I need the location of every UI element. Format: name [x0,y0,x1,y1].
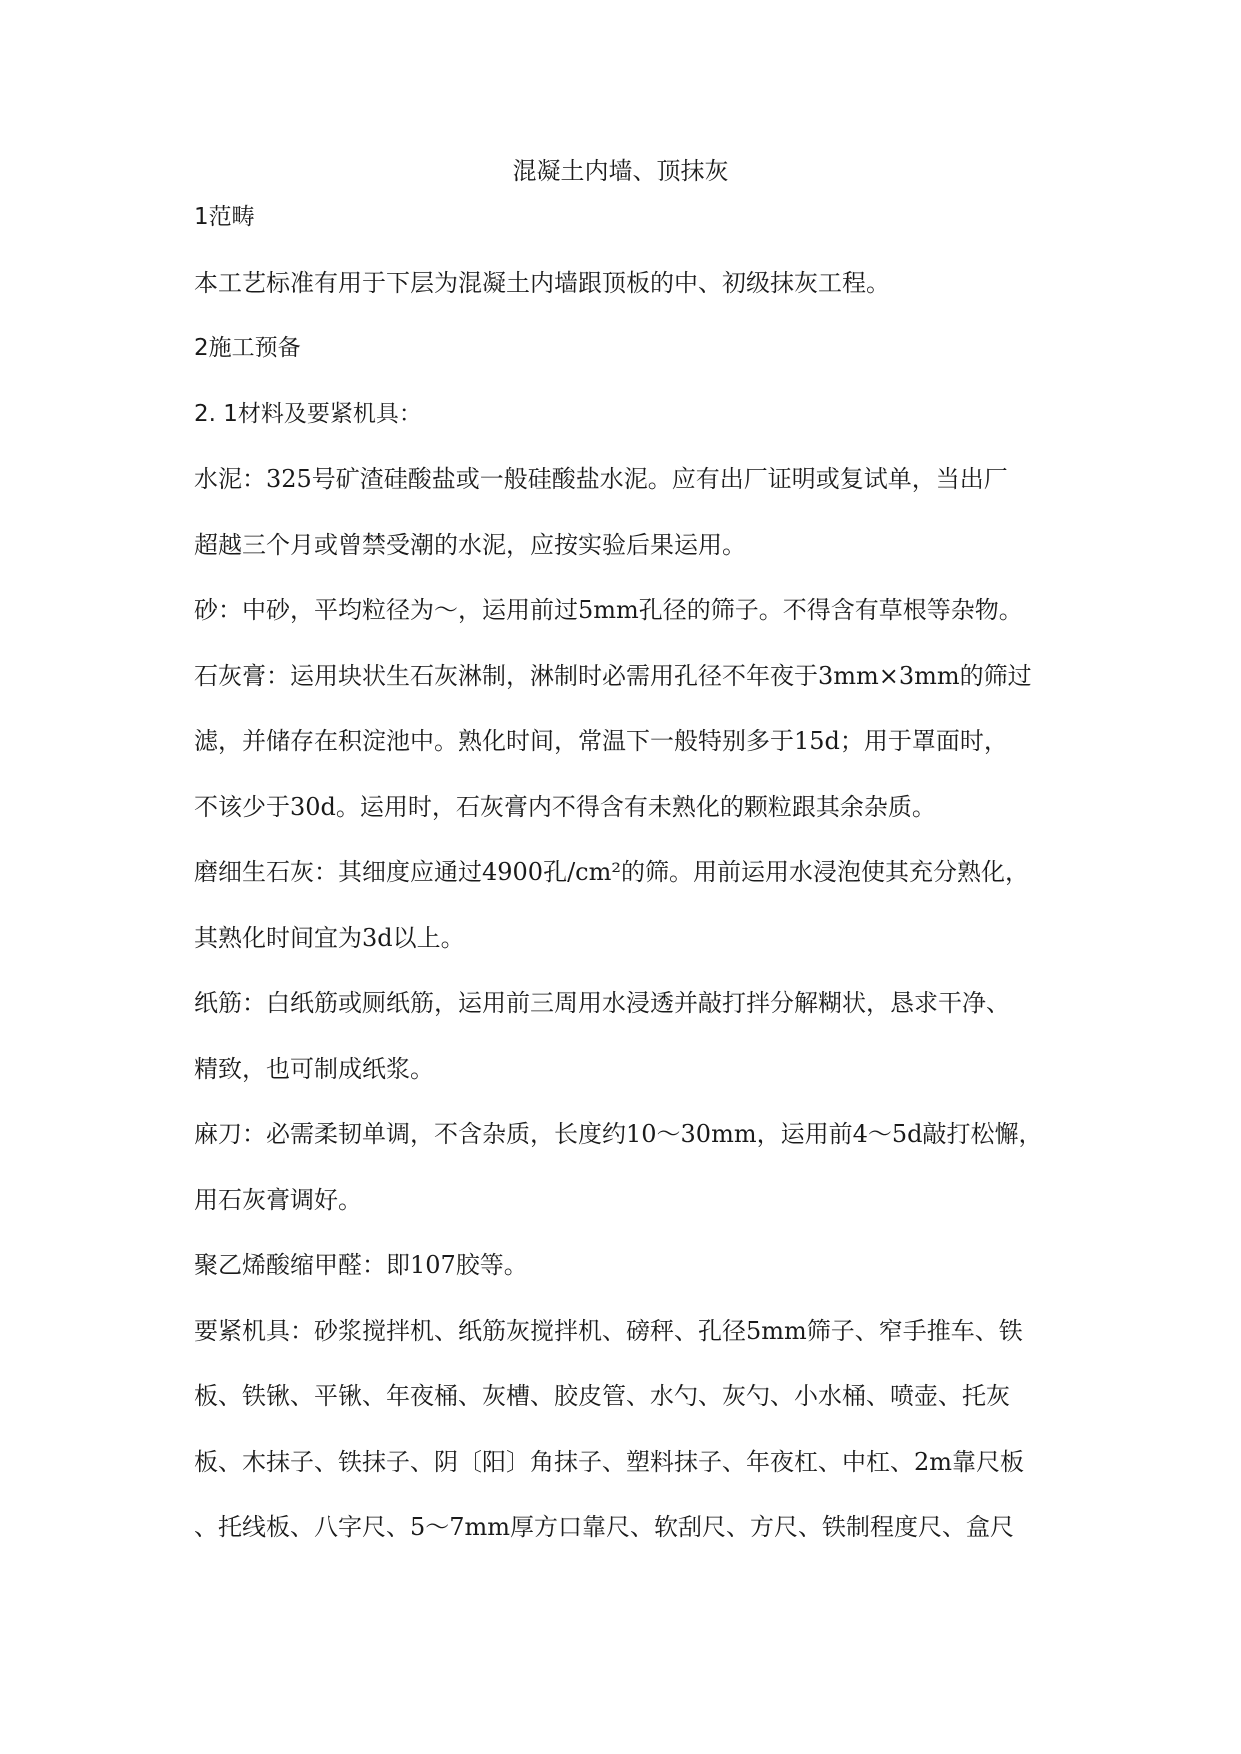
body-line: 、托线板、八字尺、5～7mm厚方口靠尺、软刮尺、方尺、铁制程度尺、盒尺 [194,1513,1015,1541]
body-line: 聚乙烯酸缩甲醛：即107胶等。 [194,1251,528,1279]
body-line: 板、木抹子、铁抹子、阴〔阳〕角抹子、塑料抹子、年夜杠、中杠、2m靠尺板 [194,1447,1025,1476]
body-line: 用石灰膏调好。 [194,1185,362,1214]
body-line: 水泥：325号矿渣硅酸盐或一般硅酸盐水泥。应有出厂证明或复试单，当出厂 [194,465,1008,493]
section-heading-2: 2施工预备 [194,335,301,361]
page-title: 混凝土内墙、顶抹灰 [512,157,729,185]
body-line: 超越三个月或曾禁受潮的水泥，应按实验后果运用。 [194,530,746,559]
body-line: 板、铁锹、平锹、年夜桶、灰槽、胶皮管、水勺、灰勺、小水桶、喷壶、托灰 [194,1382,1010,1410]
document-body [194,185,1094,1561]
body-line: 石灰膏：运用块状生石灰淋制，淋制时必需用孔径不年夜于3mm×3mm的筛过 [194,661,1032,690]
body-line: 砂：中砂，平均粒径为～，运用前过5mm孔径的筛子。不得含有草根等杂物。 [194,596,1023,624]
body-line: 精致，也可制成纸浆。 [194,1054,434,1083]
body-line: 磨细生石灰：其细度应通过4900孔/cm²的筛。用前运用水浸泡使其充分熟化， [194,858,1029,886]
body-line: 滤，并储存在积淀池中。熟化时间，常温下一般特别多于15d；用于罩面时， [194,727,1008,755]
body-line: 麻刀：必需柔韧单调，不含杂质，长度约10～30mm，运用前4～5d敲打松懈， [194,1120,1043,1148]
body-line: 纸筋：白纸筋或厕纸筋，运用前三周用水浸透并敲打拌分解糊状，恳求干净、 [194,989,1010,1017]
subsection-heading-2-1: 2. 1材料及要紧机具： [194,400,422,427]
body-line: 不该少于30d。运用时，石灰膏内不得含有未熟化的颗粒跟其余杂质。 [194,792,936,821]
body-line: 其熟化时间宜为3d以上。 [194,923,465,952]
section-heading-1: 1范畴 [194,204,255,230]
body-line: 要紧机具：砂浆搅拌机、纸筋灰搅拌机、磅秤、孔径5mm筛子、窄手推车、铁 [194,1316,1023,1345]
body-line: 本工艺标准有用于下层为混凝土内墙跟顶板的中、初级抹灰工程。 [194,268,890,297]
